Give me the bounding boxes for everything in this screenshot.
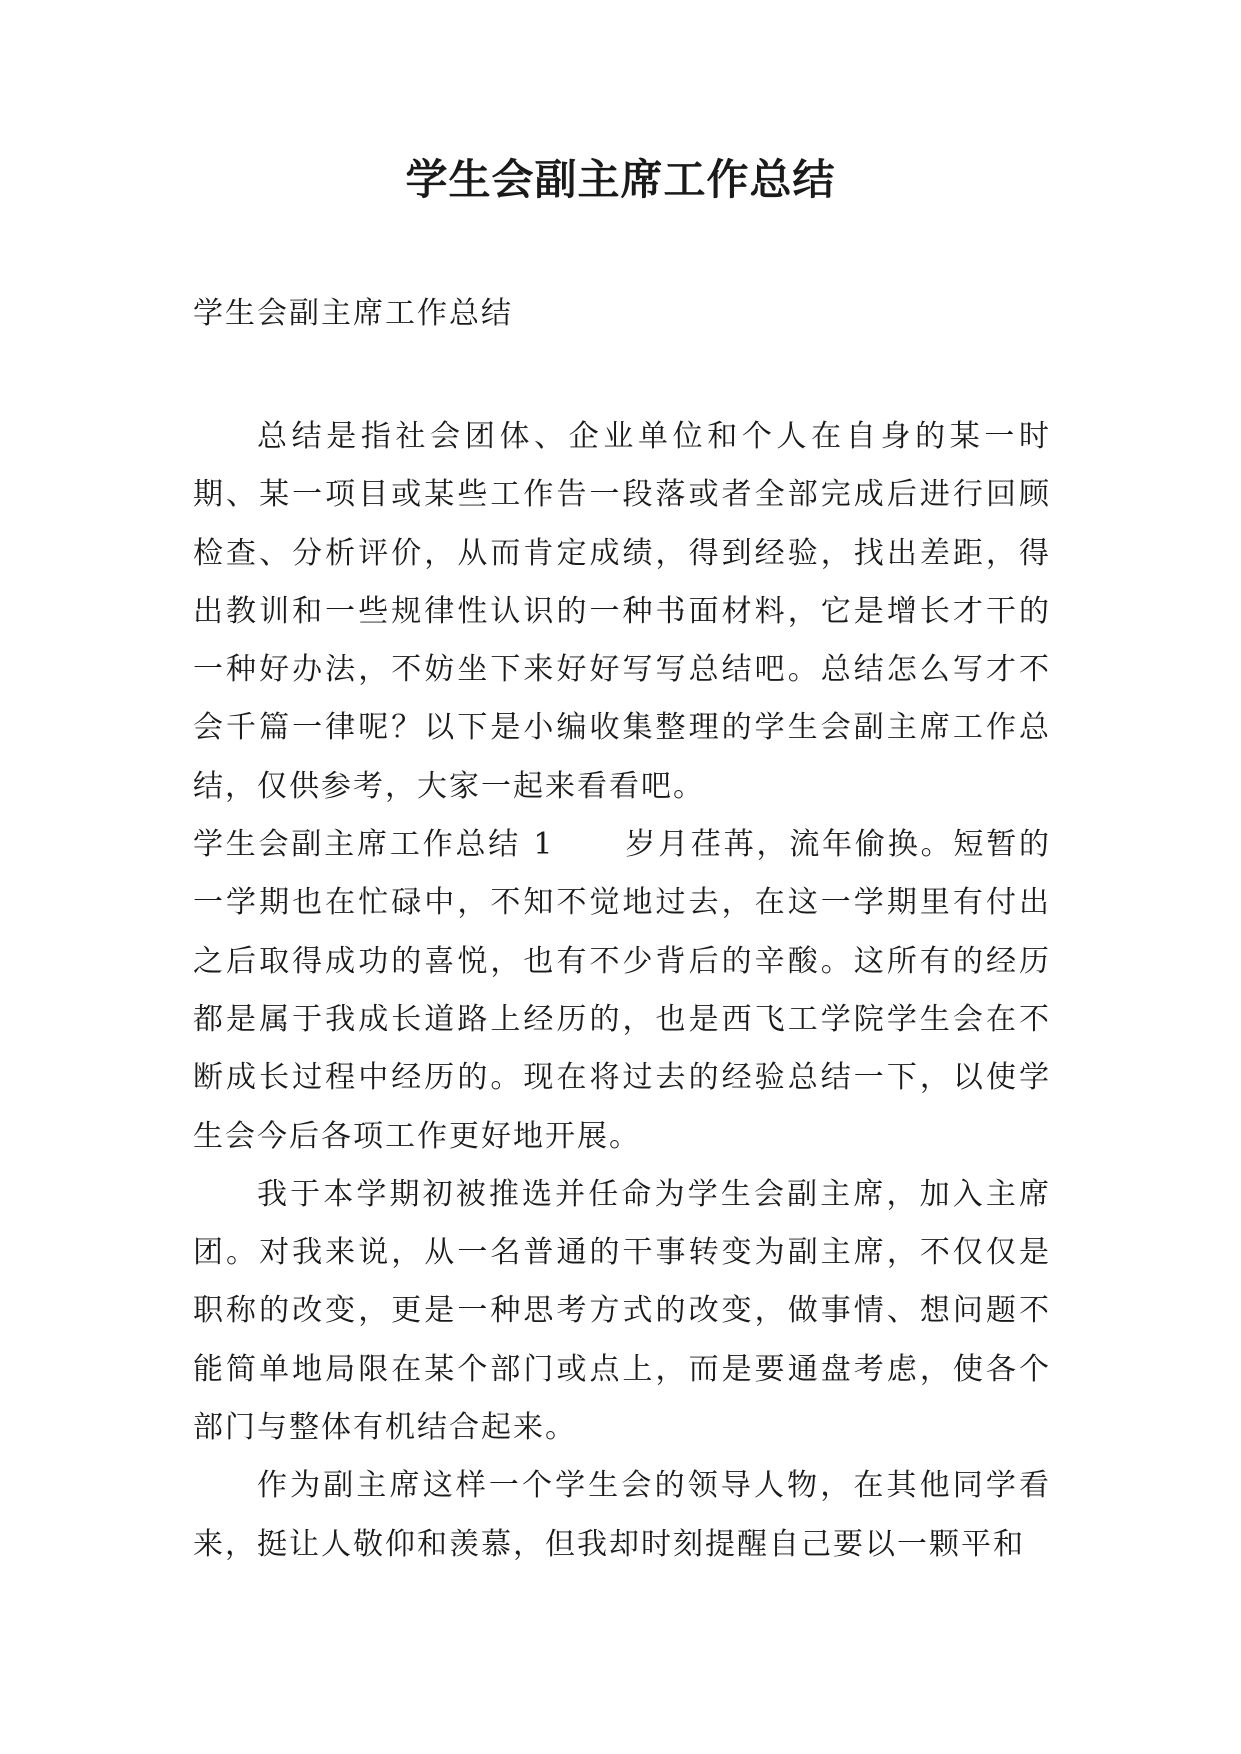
section-paragraph-1 [193, 816, 1051, 1166]
section-heading: 学生会副主席工作总结 1 [193, 827, 555, 863]
intro-paragraph: 总结是指社会团体、企业单位和个人在自身的某一时期、某一项目或某些工作告一段落或者全部完成后进行回顾检查、分析评价，从而肯定成绩，得到经验，找出差距，得出教训和一些规律性认识的一种书面材料，它是增长才干的一种好办法，不妨坐下来好好写写总结吧。总结怎么写才不会千篇一律呢？以下是小编收集整理的学生会副主席工作总结，仅供参考，大家一起来看看吧。 [193, 419, 1051, 804]
section-paragraph-1-text: 岁月荏苒，流年偷换。短暂的一学期也在忙碌中，不知不觉地过去，在这一学期里有付出之后取得成功的喜悦，也有不少背后的辛酸。这所有的经历都是属于我成长道路上经历的，也是西飞工学院学生会在不断成长过程中经历的。现在将过去的经验总结一下，以使学生会今后各项工作更好地开展。 [193, 827, 1052, 1154]
paragraph-3: 作为副主席这样一个学生会的领导人物，在其他同学看来，挺让人敬仰和羡慕，但我却时刻提醒自己要以一颗平和 [193, 1468, 1051, 1562]
document-subtitle: 学生会副主席工作总结 [193, 296, 513, 331]
document-title: 学生会副主席工作总结 [405, 155, 836, 204]
paragraph-2: 我于本学期初被推选并任命为学生会副主席，加入主席团。对我来说，从一名普通的干事转变为副主席，不仅仅是职称的改变，更是一种思考方式的改变，做事情、想问题不能简单地局限在某个部门或点上，而是要通盘考虑，使各个部门与整体有机结合起来。 [193, 1176, 1051, 1446]
document-body [193, 408, 1051, 1574]
